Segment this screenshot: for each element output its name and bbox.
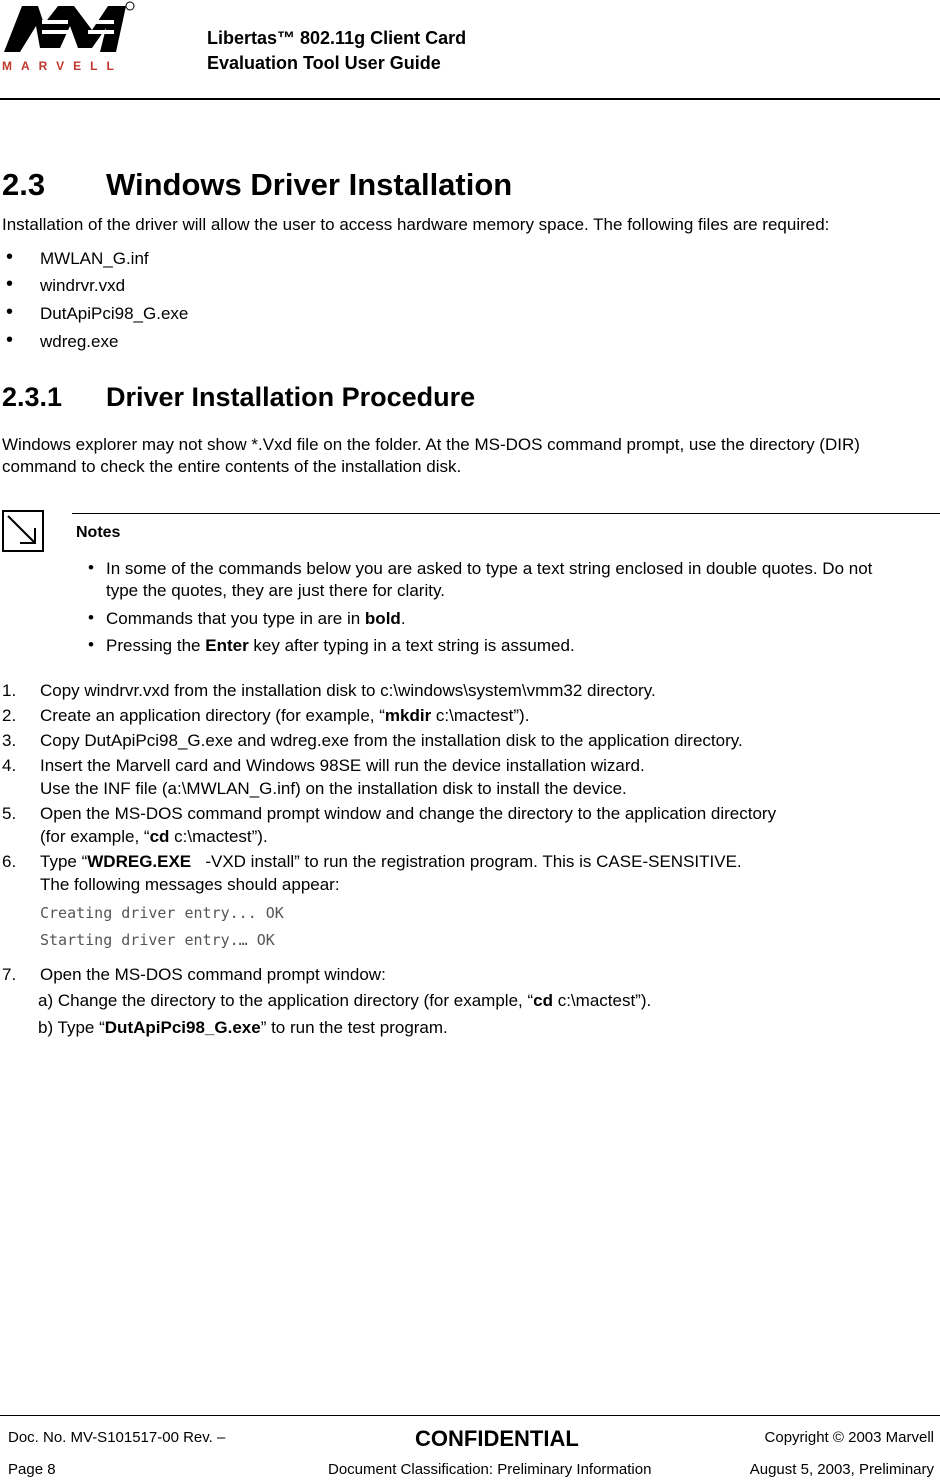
step-number: 7. xyxy=(2,965,17,984)
step-number: 6. xyxy=(2,852,17,871)
step-3: Copy DutApiPci98_G.exe and wdreg.exe from the installation disk to the application directory. xyxy=(40,731,743,750)
bullet: • xyxy=(6,273,14,295)
notes-divider xyxy=(72,513,940,514)
header-title-line1: Libertas™ 802.11g Client Card xyxy=(207,28,467,48)
notes-heading: Notes xyxy=(76,524,121,541)
bullet: • xyxy=(6,301,14,323)
step-7b: b) Type “DutApiPci98_G.exe” to run the test program. xyxy=(38,1018,448,1037)
header-title-line2: Evaluation Tool User Guide xyxy=(207,53,441,73)
step-2: Create an application directory (for example, “mkdir c:\mactest”). xyxy=(40,706,530,725)
step-1: Copy windrvr.vxd from the installation disk to c:\windows\system\vmm32 directory. xyxy=(40,681,656,700)
note-bullet: • xyxy=(88,635,94,654)
code-line: Creating driver entry... OK xyxy=(40,904,284,922)
step-5-line2: (for example, “cd c:\mactest”). xyxy=(40,827,268,846)
note-3: Pressing the Enter key after typing in a text string is assumed. xyxy=(106,636,575,655)
bullet: • xyxy=(6,329,14,351)
footer-classification: Document Classification: Preliminary Information xyxy=(328,1461,652,1478)
logo-wordmark: MARVELL xyxy=(2,59,123,73)
step-number: 3. xyxy=(2,731,17,750)
note-bullet: • xyxy=(88,558,94,577)
file-item: windrvr.vxd xyxy=(40,276,126,295)
marvell-logo xyxy=(0,0,140,74)
step-6-line2: The following messages should appear: xyxy=(40,875,340,894)
file-item: MWLAN_G.inf xyxy=(40,249,149,268)
header-divider xyxy=(0,98,940,100)
bullet: • xyxy=(6,246,14,268)
file-item: wdreg.exe xyxy=(40,332,119,351)
subsection-title: Driver Installation Procedure xyxy=(106,382,476,412)
subsection-para-line2: command to check the entire contents of the installation disk. xyxy=(2,457,462,476)
note-2: Commands that you type in are in bold. xyxy=(106,609,406,628)
step-5-line1: Open the MS-DOS command prompt window and change the directory to the application directory xyxy=(40,804,777,823)
subsection-para-line1: Windows explorer may not show *.Vxd file on the folder. At the MS-DOS command prompt, use the directory (DIR) xyxy=(2,435,860,454)
step-number: 2. xyxy=(2,706,17,725)
footer-confidential: CONFIDENTIAL xyxy=(415,1426,579,1451)
step-number: 1. xyxy=(2,681,17,700)
step-7a: a) Change the directory to the application directory (for example, “cd c:\mactest”). xyxy=(38,991,652,1010)
step-number: 4. xyxy=(2,756,17,775)
step-4-line1: Insert the Marvell card and Windows 98SE will run the device installation wizard. xyxy=(40,756,645,775)
note-1-line2: type the quotes, they are just there for clarity. xyxy=(106,581,445,600)
footer-date: August 5, 2003, Preliminary xyxy=(749,1461,934,1478)
section-title: Windows Driver Installation xyxy=(106,167,513,202)
note-bullet: • xyxy=(88,608,94,627)
file-item: DutApiPci98_G.exe xyxy=(40,304,189,323)
footer-page-number: Page 8 xyxy=(8,1461,56,1478)
step-6-line1: Type “WDREG.EXE -VXD install” to run the registration program. This is CASE-SENSITIVE. xyxy=(40,852,742,871)
step-number: 5. xyxy=(2,804,17,823)
step-4-line2: Use the INF file (a:\MWLAN_G.inf) on the installation disk to install the device. xyxy=(40,779,627,798)
note-icon xyxy=(2,510,44,552)
note-1-line1: In some of the commands below you are asked to type a text string enclosed in double quotes. Do not xyxy=(106,559,873,578)
step-7: Open the MS-DOS command prompt window: xyxy=(40,965,386,984)
footer-copyright: Copyright © 2003 Marvell xyxy=(764,1429,934,1446)
section-intro: Installation of the driver will allow the user to access hardware memory space. The following files are required: xyxy=(2,215,830,234)
footer-doc-number: Doc. No. MV-S101517-00 Rev. – xyxy=(8,1429,226,1446)
subsection-number: 2.3.1 xyxy=(2,382,63,412)
footer-divider xyxy=(0,1415,940,1416)
code-line: Starting driver entry.… OK xyxy=(40,931,275,949)
section-number: 2.3 xyxy=(2,167,46,202)
